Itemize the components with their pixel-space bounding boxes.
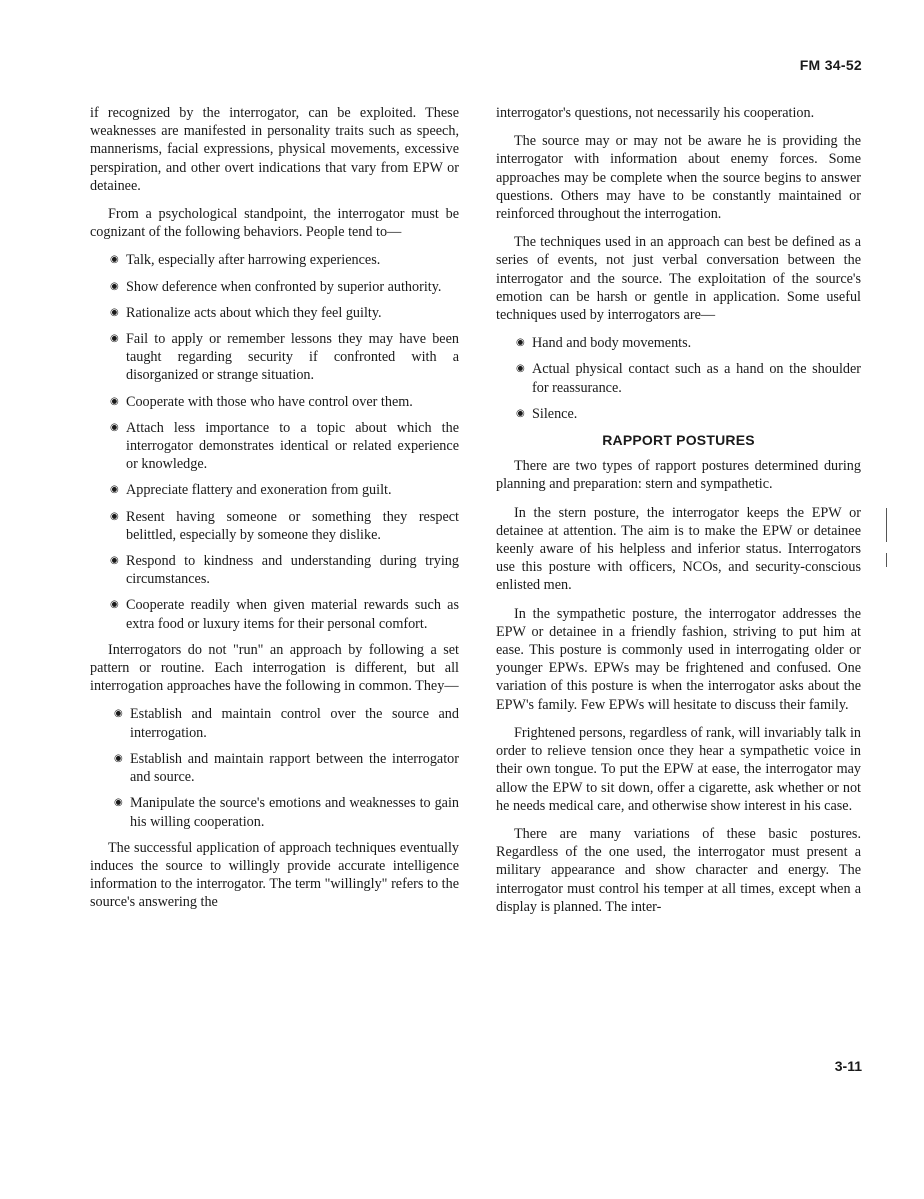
list-item: ◉ Show deference when confronted by superior authority. (110, 278, 442, 295)
common-traits-list (90, 705, 459, 830)
paragraph: In the sympathetic posture, the interrogator addresses the EPW or detainee in a friendly fashion, striving to put him at ease. This posture is commonly used in interrogating older or younger EPWs. EPWs may be frightened and confused. One variation of this posture is when the interrogator asks about the EPW's family. Few EPWs will hesitate to discuss their family. (496, 605, 861, 713)
bullet-icon: ◉ (110, 599, 119, 611)
list-item: ◉ Talk, especially after harrowing experiences. (110, 252, 381, 269)
paragraph: The successful application of approach techniques eventually induces the source to willingly provide accurate intelligence information to the interrogator. The term "willingly" refers to the source's answering the (90, 839, 459, 911)
paragraph: interrogator's questions, not necessarily his cooperation. (496, 105, 815, 121)
list-item: ◉ Fail to apply or remember lessons they may have been taught regarding security if confronted with a disorganized or strange situation. (110, 331, 459, 384)
paragraph: From a psychological standpoint, the interrogator must be cognizant of the following behaviors. People tend to— (90, 206, 459, 241)
paragraph: There are two types of rapport postures determined during planning and preparation: stern and sympathetic. (496, 458, 861, 493)
list-item: ◉ Establish and maintain control over the source and interrogation. (114, 706, 459, 741)
list-item: ◉ Silence. (516, 405, 578, 422)
bullet-icon: ◉ (114, 752, 123, 764)
change-bar (886, 553, 887, 567)
list-item: ◉ Attach less importance to a topic about which the interrogator demonstrates identical or related experience or knowledge. (110, 419, 459, 473)
paragraph: Frightened persons, regardless of rank, will invariably talk in order to relieve tension once they hear a sympathetic voice in their own tongue. To put the EPW at ease, the interrogator may allow the EPW to sit down, offer a cigarette, ask whether or not he needs medical care, and otherwise show interest in his case. (496, 724, 861, 814)
document-code: FM 34-52 (799, 57, 862, 73)
list-item: ◉ Respond to kindness and understanding during trying circumstances. (110, 553, 459, 588)
bullet-icon: ◉ (114, 708, 123, 720)
change-bar (886, 508, 887, 542)
bullet-icon: ◉ (110, 484, 119, 496)
bullet-icon: ◉ (114, 797, 123, 809)
bullet-icon: ◉ (110, 510, 119, 522)
paragraph: The source may or may not be aware he is providing the interrogator with information about enemy forces. Some approaches may be complete when the source begins to answer questions. Others may have to be constantly maintained or reinforced throughout the interrogation. (496, 133, 861, 223)
behaviors-list (90, 251, 459, 632)
list-item: ◉ Manipulate the source's emotions and weaknesses to gain his willing cooperation. (114, 795, 459, 830)
paragraph: There are many variations of these basic postures. Regardless of the one used, the interrogator must present a military appearance and show character and energy. The interrogator must control his temper at all times, except when a display is planned. The inter- (496, 825, 861, 915)
bullet-icon: ◉ (110, 306, 119, 318)
list-item: ◉ Cooperate readily when given material rewards such as extra food or luxury items for their personal comfort. (110, 597, 459, 632)
list-item: ◉ Establish and maintain rapport between the interrogator and source. (114, 750, 459, 786)
paragraph: The techniques used in an approach can best be defined as a series of events, not just verbal conversation between the interrogator and the source. The exploitation of the source's emotion can be harsh or gentle in application. Some useful techniques used by interrogators are— (496, 234, 861, 324)
right-column (496, 104, 861, 926)
section-heading: RAPPORT POSTURES (602, 432, 755, 449)
list-item: ◉ Resent having someone or something they respect belittled, especially by someone they dislike. (110, 508, 459, 543)
page-number: 3-11 (834, 1058, 862, 1074)
list-item: ◉ Rationalize acts about which they feel guilty. (110, 304, 382, 321)
paragraph: if recognized by the interrogator, can be exploited. These weaknesses are manifested in personality traits such as speech, mannerisms, facial expressions, physical movements, excessive perspiration, and other overt indications that vary from EPW or detainee. (90, 105, 459, 194)
bullet-icon: ◉ (110, 280, 119, 292)
list-item: ◉ Actual physical contact such as a hand on the shoulder for reassurance. (516, 361, 861, 396)
list-item: ◉ Appreciate flattery and exoneration from guilt. (110, 482, 392, 499)
bullet-icon: ◉ (110, 254, 119, 266)
bullet-icon: ◉ (516, 337, 525, 349)
paragraph: Interrogators do not "run" an approach by following a set pattern or routine. Each interrogation is different, but all interrogation approaches have the following in common. They— (90, 641, 459, 695)
paragraph: In the stern posture, the interrogator keeps the EPW or detainee at attention. The aim is to make the EPW or detainee keenly aware of his helpless and inferior status. Interrogators use this posture with officers, NCOs, and security-conscious enlisted men. (496, 504, 861, 594)
bullet-icon: ◉ (110, 395, 119, 407)
bullet-icon: ◉ (516, 407, 525, 419)
list-item: ◉ Cooperate with those who have control over them. (110, 393, 413, 410)
left-column (90, 104, 459, 922)
bullet-icon: ◉ (110, 421, 119, 433)
bullet-icon: ◉ (516, 363, 525, 375)
bullet-icon: ◉ (110, 555, 119, 567)
techniques-list (496, 334, 861, 423)
bullet-icon: ◉ (110, 333, 119, 345)
list-item: ◉ Hand and body movements. (516, 335, 692, 352)
